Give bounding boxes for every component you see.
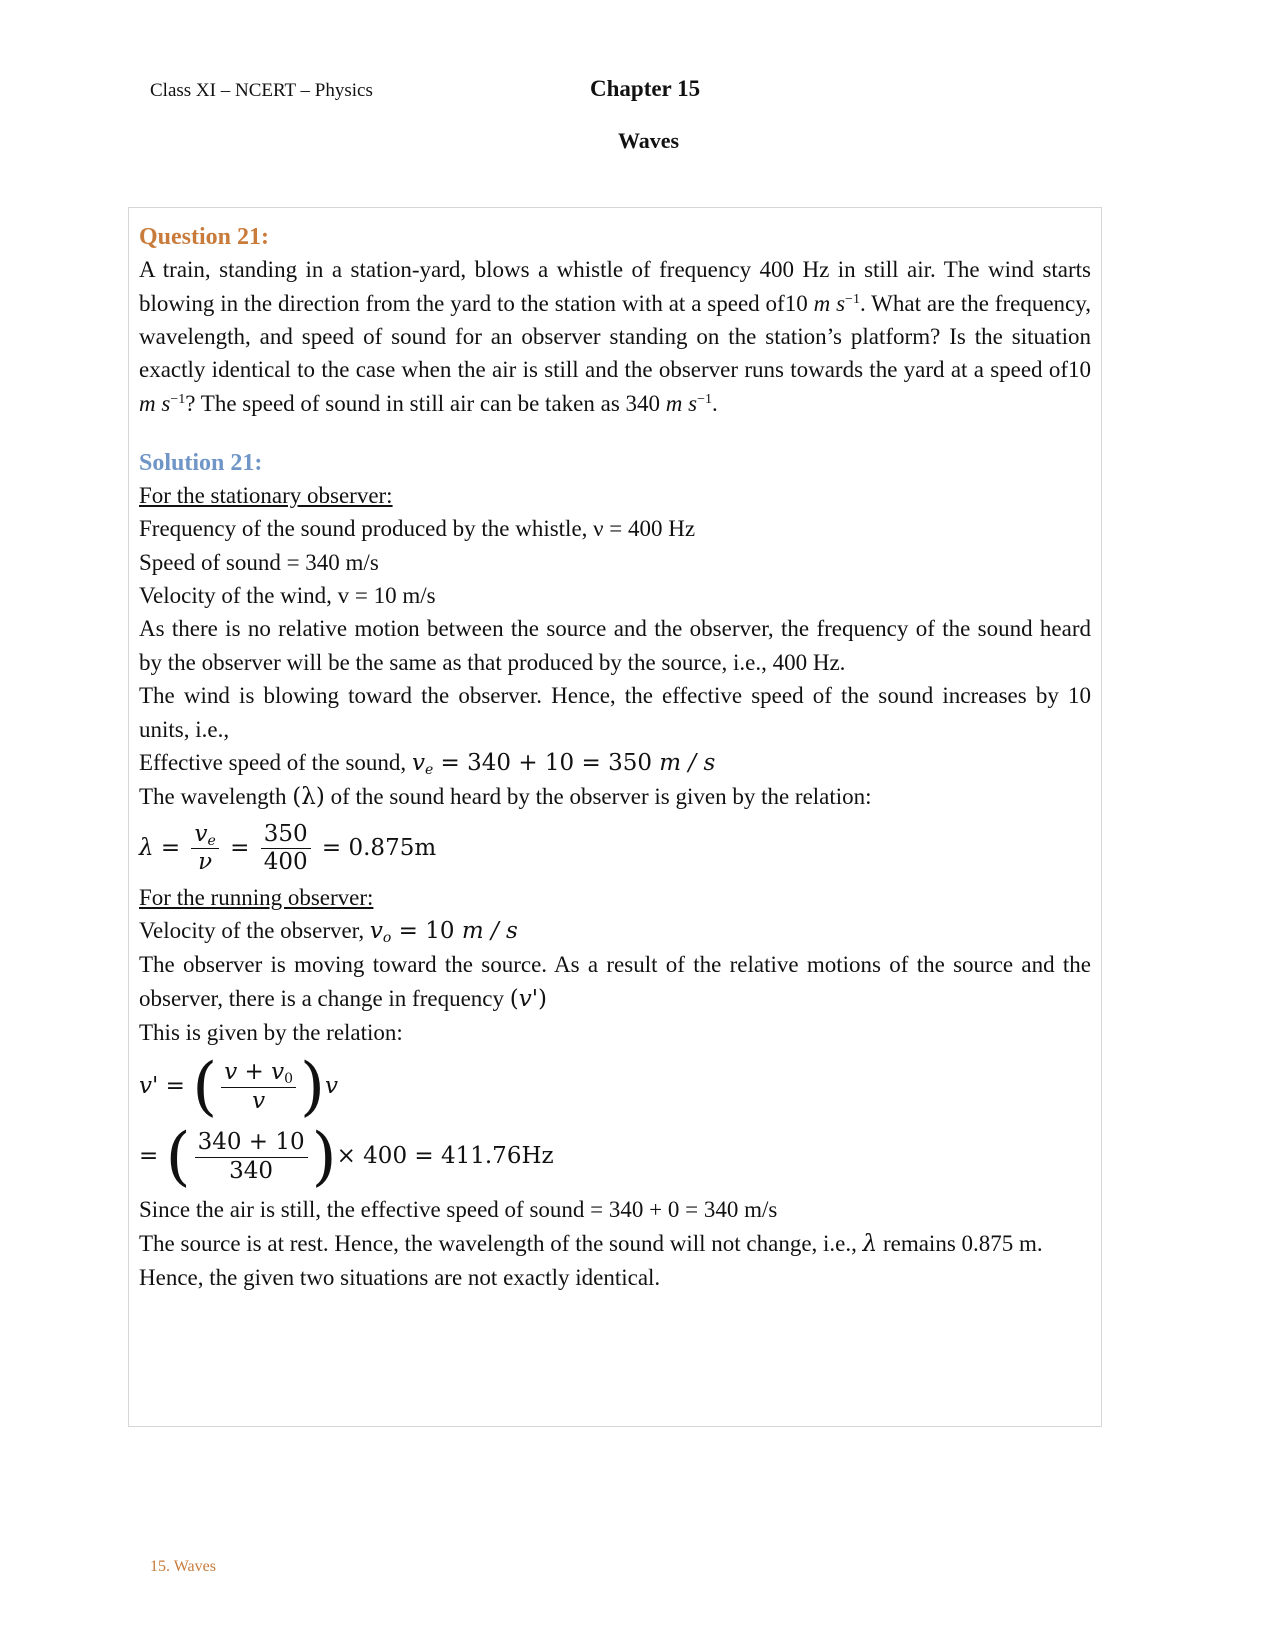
question-text: A train, standing in a station-yard, blows a whistle of frequency 400 Hz in still air. The wind starts blowing in the direction from the yard to the station with at a speed of10 m $s^{-1}$. What are the frequency, wavelength, and speed of sound for an observer standing on the station’s platform? Is the situation exactly identical to the case when the air is still and the observer runs towards the yard at a speed of10 m $s^{-1}$? The speed of sound in still air can be taken as 340 m $s^{-1}$. — [139, 257, 1091, 416]
relative-motion-paragraph: As there is no relative motion between the source and the observer, the frequency of the sound heard by the observer will be the same as that produced by the source, i.e., 400 Hz. — [139, 616, 1091, 675]
chapter-heading: Chapter 15 — [590, 76, 701, 101]
still-air-line: Since the air is still, the effective speed of sound = 340 + 0 = 340 m/s — [139, 1197, 778, 1223]
wind-line: Velocity of the wind, v = 10 m/s — [139, 583, 436, 609]
source-rest-line: The source is at rest. Hence, the wavelength of the sound will not change, i.e., λ remains 0.875 m. — [139, 1230, 1043, 1257]
footer-chapter-label: 15. Waves — [150, 1558, 216, 1575]
doppler-calculation: = ( $\frac{340 + 10}{340}$ )× 400 = 411.76Hz — [139, 1120, 554, 1195]
chapter-title: Waves — [618, 128, 680, 153]
frequency-line: Frequency of the sound produced by the whistle, ν = 400 Hz — [139, 516, 696, 542]
stationary-heading: For the stationary observer: — [139, 483, 393, 509]
speed-line: Speed of sound = 340 m/s — [139, 549, 379, 575]
observer-velocity-line: Velocity of the observer, $v_o = 10$ m / s — [139, 918, 518, 947]
relation-line: This is given by the relation: — [139, 1020, 403, 1046]
question-content — [139, 222, 1091, 1294]
wavelength-equation: λ = $\frac{v_e}{\nu}$ = $\frac{350}{400}$ = 0.875m — [139, 820, 437, 876]
running-heading: For the running observer: — [139, 884, 374, 910]
wind-paragraph: The wind is blowing toward the observer. Hence, the effective speed of the sound increases by 10 units, i.e., — [139, 683, 1091, 742]
effective-speed-line: Effective speed of the sound, $v_e = 340 + 10 = 350$ m / s — [139, 749, 716, 778]
solution-heading: Solution 21: — [139, 449, 263, 476]
conclusion-line: Hence, the given two situations are not exactly identical. — [139, 1265, 661, 1291]
wavelength-line: The wavelength (λ) of the sound heard by the observer is given by the relation: — [139, 784, 872, 811]
relative-motion-change-paragraph: The observer is moving toward the source. As a result of the relative motions of the source and the observer, there is a change in frequency (v') — [139, 952, 1091, 1012]
doppler-formula: v' = ( $\frac{v + v_0}{v}$ )v — [139, 1050, 338, 1125]
question-heading: Question 21: — [139, 224, 270, 250]
header-subject: Class XI – NCERT – Physics — [150, 80, 373, 101]
